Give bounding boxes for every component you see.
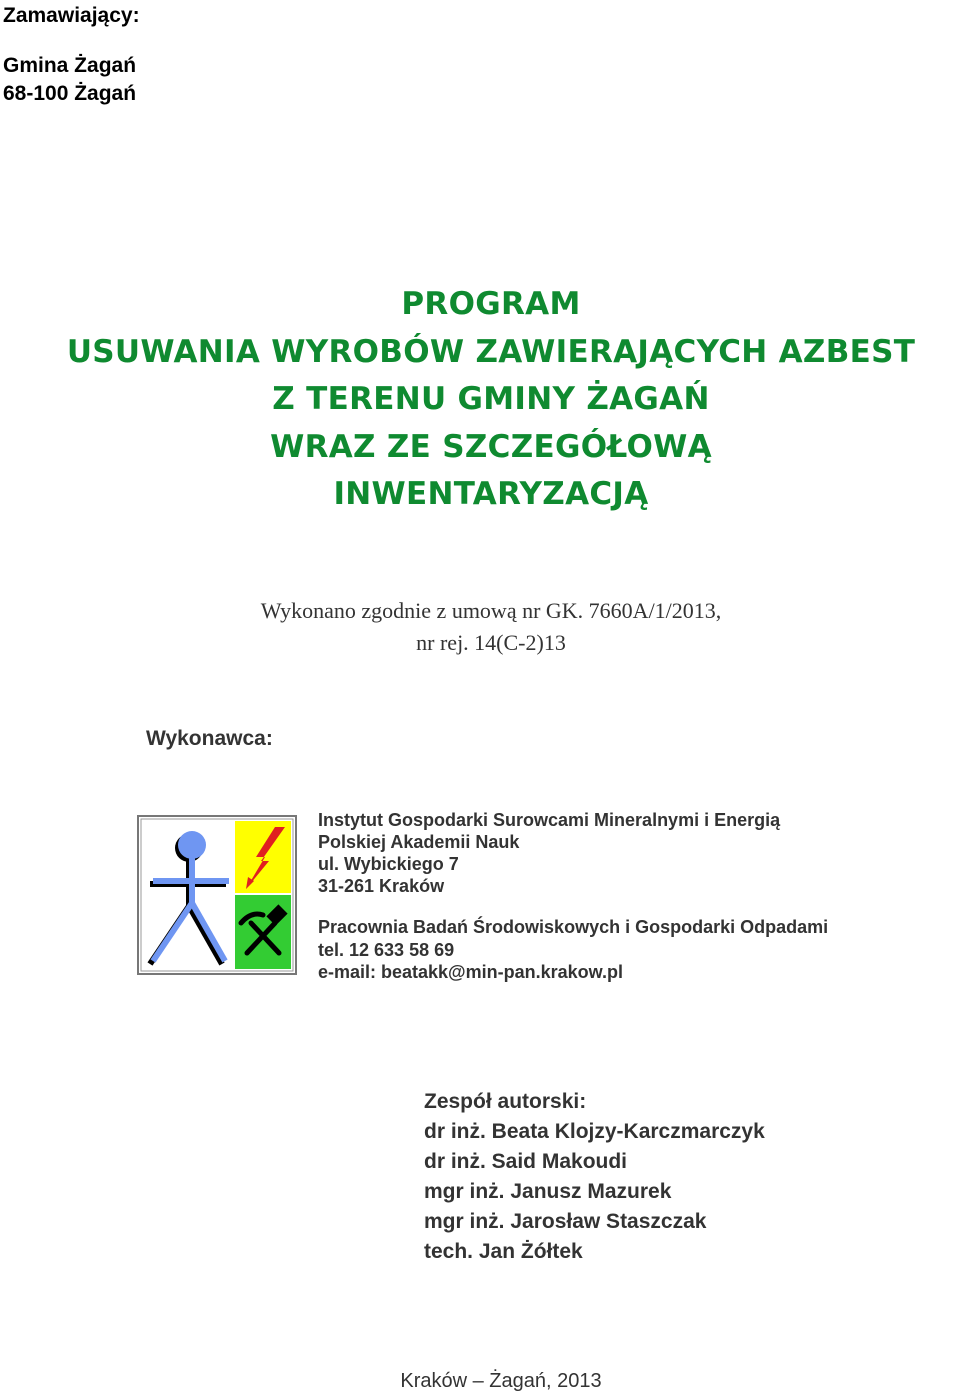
lab-email: e-mail: beatakk@min-pan.krakow.pl <box>318 962 623 982</box>
title-line: INWENTARYZACJĄ <box>333 476 649 512</box>
author-name: mgr inż. Jarosław Staszczak <box>424 1210 707 1233</box>
authors-label: Zespół autorski: <box>424 1090 587 1113</box>
institute-city: 31-261 Kraków <box>318 876 445 896</box>
institute-name-cont: Polskiej Akademii Nauk <box>318 832 520 852</box>
contract-info <box>0 595 960 659</box>
institute-logo <box>137 815 297 975</box>
lab-name: Pracownia Badań Środowiskowych i Gospodarki Odpadami <box>318 917 829 937</box>
registry-number: nr rej. 14(C-2)13 <box>416 630 566 655</box>
lab-phone: tel. 12 633 58 69 <box>318 939 455 960</box>
title-line: PROGRAM <box>401 286 581 322</box>
institute-name: Instytut Gospodarki Surowcami Mineralnymi i Energią <box>318 810 781 830</box>
title-line: USUWANIA WYROBÓW ZAWIERAJĄCYCH AZBEST <box>66 333 916 370</box>
institute-street: ul. Wybickiego 7 <box>318 854 459 874</box>
title-line: WRAZ ZE SZCZEGÓŁOWĄ <box>270 428 712 465</box>
author-name: tech. Jan Żółtek <box>424 1240 583 1263</box>
author-name: dr inż. Said Makoudi <box>424 1150 628 1173</box>
client-address: 68-100 Żagań <box>3 82 137 105</box>
lab-info <box>318 916 828 984</box>
contractor-label: Wykonawca: <box>146 727 273 750</box>
author-name: dr inż. Beata Klojzy-Karczmarczyk <box>424 1120 765 1143</box>
institute-info <box>318 809 780 897</box>
author-name: mgr inż. Janusz Mazurek <box>424 1180 672 1203</box>
contract-number: Wykonano zgodnie z umową nr GK. 7660A/1/2013, <box>260 598 722 623</box>
authors-section <box>424 1087 765 1267</box>
title-line: Z TERENU GMINY ŻAGAŃ <box>272 381 710 417</box>
client-label: Zamawiający: <box>3 4 140 27</box>
place-and-date: Kraków – Żagań, 2013 <box>400 1370 602 1392</box>
document-title <box>0 281 960 519</box>
client-name: Gmina Żagań <box>3 54 137 77</box>
